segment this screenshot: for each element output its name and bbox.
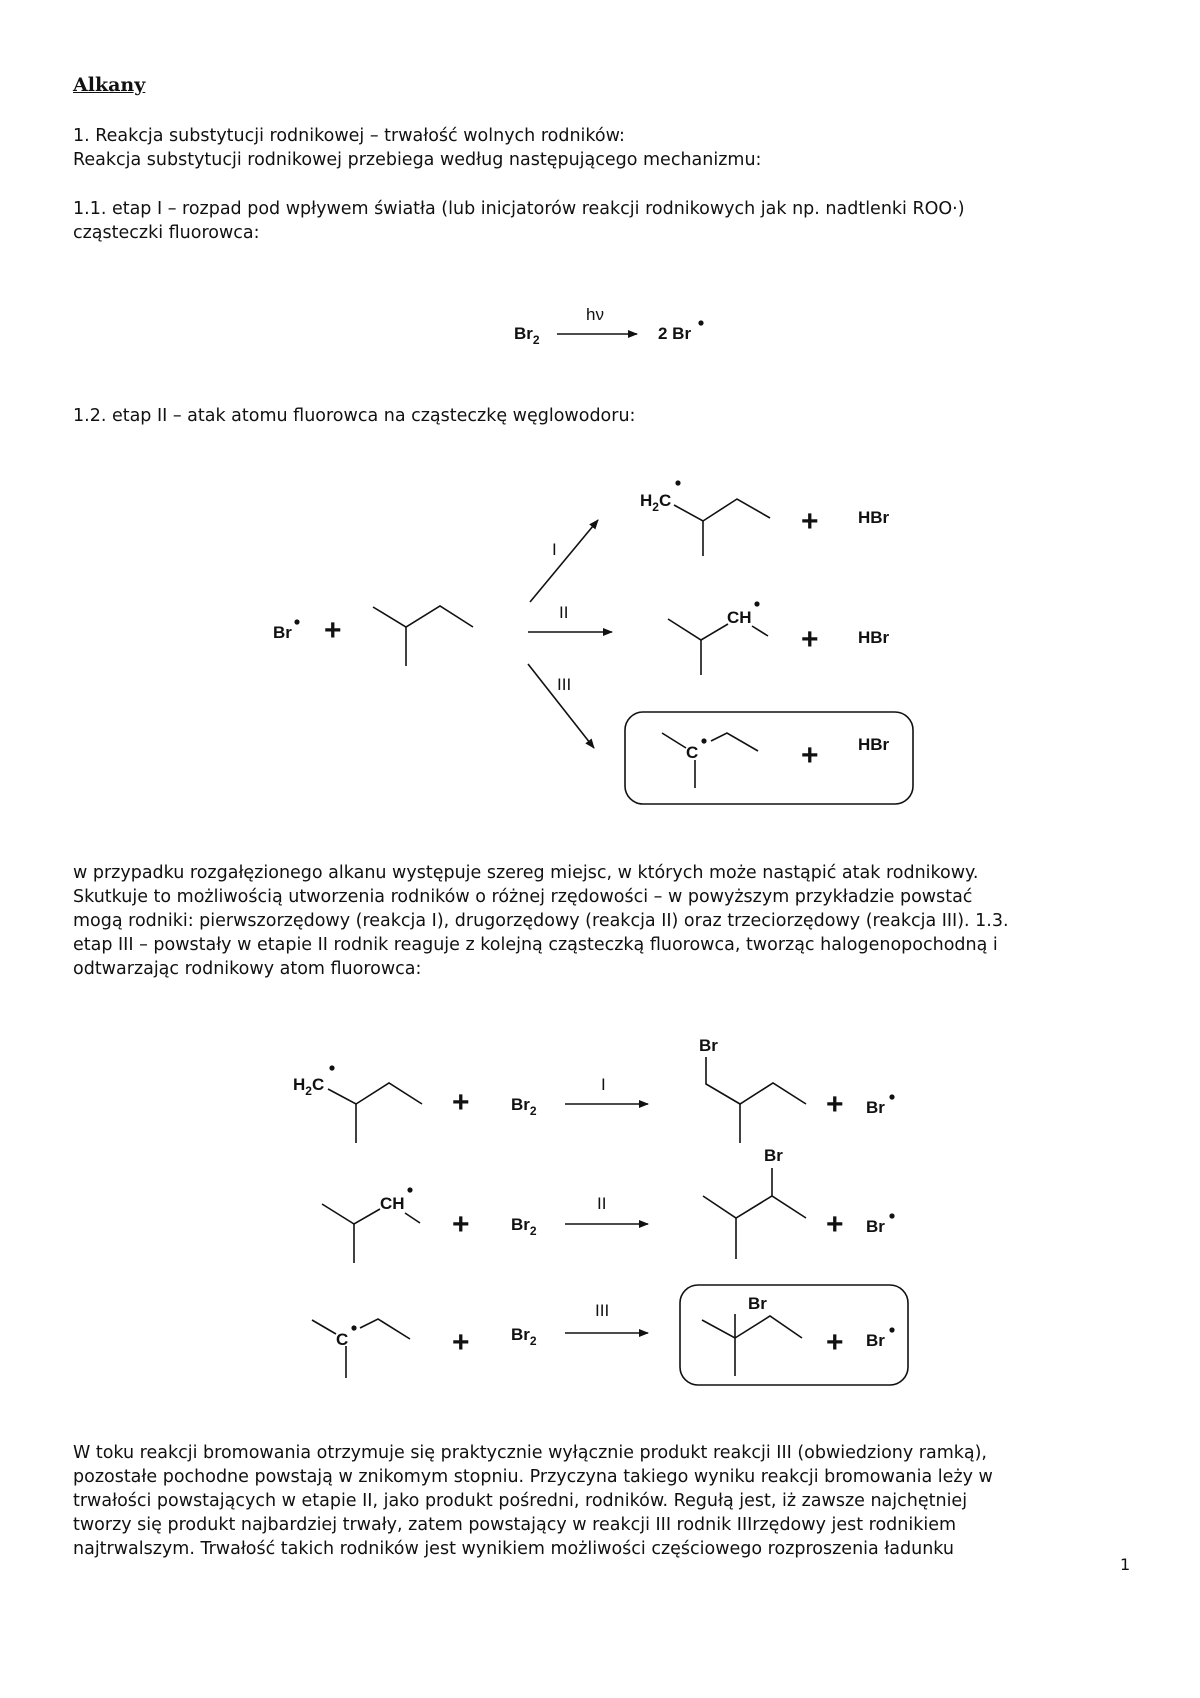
ch-radical-label: CH <box>380 1194 405 1213</box>
primary-radical-skeleton <box>328 1083 422 1104</box>
step2-heading: 1.2. etap II – atak atomu fluorowca na cząsteczkę węglowodoru: <box>73 406 636 426</box>
mechanism-intro: Reakcja substytucji rodnikowej przebiega według następującego mechanizmu: <box>73 150 762 170</box>
plus-sign: + <box>826 1208 844 1241</box>
hbr-label: HBr <box>858 628 890 647</box>
ch-radical-label: CH <box>727 608 752 627</box>
page-number: 1 <box>1120 1555 1131 1574</box>
plus-sign: + <box>801 623 819 656</box>
h2c-radical-label: $H_2C$ <box>640 491 672 514</box>
radical-dot <box>889 1327 894 1332</box>
paragraph-line: tworzy się produkt najbardziej trwały, zatem powstający w reakcji III rodnik IIIrzędowy jest rodnikiem <box>73 1515 957 1535</box>
radical-dot <box>889 1094 894 1099</box>
secondary-radical-skeleton <box>668 619 728 640</box>
hbr-label: HBr <box>858 508 890 527</box>
paragraph-line: w przypadku rozgałęzionego alkanu występuje szereg miejsc, w których może nastąpić atak rodnikowy. <box>73 863 979 883</box>
paragraph-line: Skutkuje to możliwością utworzenia rodników o różnej rzędowości – w powyższym przykładzie powstać <box>73 887 973 907</box>
paragraph-line: mogą rodniki: pierwszorzędowy (reakcja I), drugorzędowy (reakcja II) oraz trzeciorzędowy (reakcja III). 1.3. <box>73 911 1009 931</box>
paragraph-line: etap III – powstały w etapie II rodnik reaguje z kolejną cząsteczką fluorowca, tworząc halogenopochodną i <box>73 935 998 955</box>
br2-label: $Br_2$ <box>511 1325 537 1348</box>
radical-dot <box>294 619 299 624</box>
br-substituent-label: Br <box>764 1146 783 1165</box>
br-substituent-label: Br <box>748 1294 767 1313</box>
route-label-ii: II <box>559 603 569 622</box>
route-label-ii: II <box>597 1194 607 1213</box>
br-radical-label: Br <box>866 1331 885 1350</box>
radical-dot <box>351 1325 356 1330</box>
radical-dot <box>698 320 703 325</box>
section-heading: 1. Reakcja substytucji rodnikowej – trwałość wolnych rodników: <box>73 126 625 146</box>
br2-label: $Br_2$ <box>511 1095 537 1118</box>
c-radical-label: C <box>686 743 699 762</box>
secondary-bromide-skeleton <box>703 1196 806 1218</box>
tertiary-radical-right-chain <box>360 1319 410 1339</box>
radical-dot <box>889 1213 894 1218</box>
c-radical-label: C <box>336 1330 349 1349</box>
route-label-iii: III <box>595 1301 610 1320</box>
route-label-i: I <box>601 1075 606 1094</box>
br-radical-label: Br <box>866 1098 885 1117</box>
isopentane-skeleton <box>373 606 473 627</box>
scheme-propagation <box>273 480 913 804</box>
h2c-radical-label: $H_2C$ <box>293 1075 325 1098</box>
secondary-radical-skeleton <box>322 1204 380 1224</box>
plus-sign: + <box>324 614 342 647</box>
scheme-bromination <box>293 1036 908 1385</box>
br-radical-label: Br <box>273 623 292 642</box>
secondary-radical-tail <box>752 626 768 636</box>
tertiary-radical-left-bond <box>312 1320 336 1334</box>
br-substituent-label: Br <box>699 1036 718 1055</box>
paragraph-line: odtwarzając rodnikowy atom fluorowca: <box>73 959 422 979</box>
route-label-i: I <box>552 540 557 559</box>
plus-sign: + <box>826 1326 844 1359</box>
radical-dot <box>754 601 759 606</box>
paragraph-line: najtrwalszym. Trwałość takich rodników jest wynikiem możliwości częściowego rozproszenia ładunku <box>73 1539 954 1559</box>
br-radical-label: Br <box>866 1217 885 1236</box>
plus-sign: + <box>801 505 819 538</box>
route-label-iii: III <box>557 675 572 694</box>
tertiary-radical-right-chain <box>711 733 758 751</box>
br2-label: $Br_2$ <box>511 1215 537 1238</box>
radical-dot <box>329 1065 334 1070</box>
paragraph-line: trwałości powstających w etapie II, jako produkt pośredni, rodników. Regułą jest, iż zawsze najchętniej <box>73 1491 968 1511</box>
step1-line1: 1.1. etap I – rozpad pod wpływem światła (lub inicjatorów reakcji rodnikowych jak np. nadtlenki ROO·) <box>73 199 965 219</box>
plus-sign: + <box>452 1208 470 1241</box>
arrow-route-i <box>530 520 598 602</box>
plus-sign: + <box>452 1326 470 1359</box>
highlight-box <box>625 712 913 804</box>
product-br-radicals: 2 Br <box>658 324 692 343</box>
tertiary-radical-left-bond <box>662 733 686 748</box>
radical-dot <box>701 738 706 743</box>
step1-line2: cząsteczki fluorowca: <box>73 223 260 243</box>
reactant-br2: $Br_2$ <box>514 324 540 347</box>
plus-sign: + <box>826 1088 844 1121</box>
paragraph-line: W toku reakcji bromowania otrzymuje się praktycznie wyłącznie produkt reakcji III (obwiedziony ramką), <box>73 1443 987 1463</box>
primary-bromide-skeleton <box>706 1057 806 1104</box>
secondary-radical-tail <box>405 1213 420 1223</box>
plus-sign: + <box>452 1086 470 1119</box>
tertiary-bromide-skeleton <box>702 1316 802 1338</box>
radical-dot <box>407 1187 412 1192</box>
radical-dot <box>675 480 680 485</box>
page-title: Alkany <box>73 74 146 96</box>
plus-sign: + <box>801 739 819 772</box>
light-condition: hν <box>586 305 604 324</box>
paragraph-line: pozostałe pochodne powstają w znikomym stopniu. Przyczyna takiego wyniku reakcji bromowania leży w <box>73 1467 993 1487</box>
primary-radical-skeleton <box>674 499 770 521</box>
scheme-initiation <box>514 305 704 347</box>
hbr-label: HBr <box>858 735 890 754</box>
